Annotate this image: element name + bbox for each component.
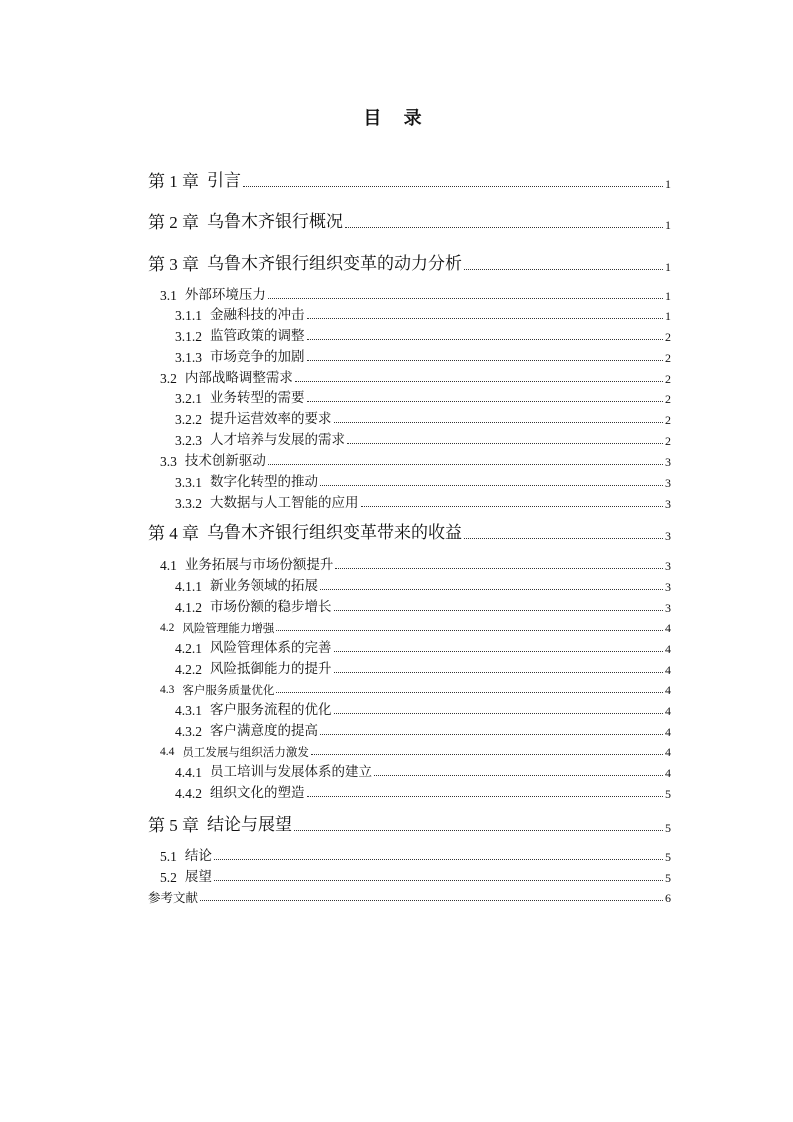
toc-entry[interactable] [175,660,671,676]
toc-entry[interactable] [160,556,671,572]
toc-entry-number: 4.3.1 [175,702,202,718]
toc-entry-page: 5 [665,850,671,864]
toc-entry[interactable] [175,494,671,510]
toc-entry-number: 3.1.2 [175,328,202,344]
toc-entry-page: 2 [665,372,671,386]
toc-entry-page: 2 [665,434,671,448]
toc-entry-page: 3 [665,455,671,469]
toc-entry-page: 3 [665,476,671,490]
toc-entry-number: 3.2.3 [175,432,202,448]
dot-leader [345,227,663,228]
toc-entry[interactable] [148,212,671,232]
toc-entry-number: 第 2 章 [148,213,199,232]
toc-entry[interactable] [175,763,671,779]
toc-entry-page: 4 [665,766,671,780]
dot-leader [295,381,663,382]
toc-entry-number: 4.4.2 [175,785,202,801]
toc-entry[interactable] [160,742,671,758]
toc-entry-number: 4.1.2 [175,599,202,615]
toc-entry-page: 4 [665,642,671,656]
dot-leader [334,422,664,423]
toc-entry-number: 3.2.2 [175,411,202,427]
toc-entry[interactable] [175,473,671,489]
toc-entry[interactable] [175,639,671,655]
dot-leader [334,713,664,714]
toc-entry[interactable] [175,389,671,405]
toc-entry[interactable] [175,577,671,593]
toc-entry-number: 第 3 章 [148,255,199,274]
dot-leader [361,506,664,507]
toc-entry-number: 3.1.3 [175,349,202,365]
toc-entry-page: 5 [665,821,671,835]
toc-entry-page: 4 [665,745,671,759]
dot-leader [464,538,663,539]
toc-entry-page: 1 [665,218,671,232]
toc-entry-title: 风险管理能力增强 [182,620,275,635]
toc-entry-number: 3.3 [160,453,177,469]
toc-entry-page: 2 [665,392,671,406]
toc-entry-page: 4 [665,683,671,697]
toc-entry-number: 3.3.1 [175,474,202,490]
dot-leader [320,485,663,486]
toc-entry-title: 风险管理体系的完善 [210,639,332,656]
dot-leader [214,880,663,881]
toc-entry[interactable] [160,286,671,302]
toc-entry-page: 1 [665,289,671,303]
toc-entry-number: 3.1.1 [175,307,202,323]
toc-entry-page: 5 [665,787,671,801]
toc-entry[interactable] [175,431,671,447]
toc-entry-title: 引言 [207,171,241,191]
toc-entry-title: 金融科技的冲击 [210,306,305,323]
toc-entry-number: 3.2.1 [175,390,202,406]
toc-entry-page: 1 [665,260,671,274]
toc-entry-title: 乌鲁木齐银行概况 [207,212,343,232]
dot-leader [320,589,663,590]
toc-entry-page: 3 [665,601,671,615]
toc-entry-number: 4.3 [160,683,175,696]
toc-entry[interactable] [175,722,671,738]
toc-entry-number: 第 5 章 [148,816,199,835]
dot-leader [347,443,663,444]
toc-entry-title: 监管政策的调整 [210,327,305,344]
dot-leader [334,672,664,673]
dot-leader [214,859,663,860]
toc-entry-page: 4 [665,704,671,718]
dot-leader [334,610,664,611]
toc-entry-number: 第 4 章 [148,524,199,543]
toc-entry-title: 参考文献 [148,889,199,905]
toc-entry-page: 4 [665,725,671,739]
toc-entry-number: 4.2.1 [175,640,202,656]
toc-entry-title: 结论 [184,847,212,864]
toc-entry[interactable] [160,847,671,863]
toc-entry-title: 结论与展望 [207,815,292,835]
toc-entry[interactable] [148,888,671,904]
toc-entry-title: 内部战略调整需求 [184,369,293,386]
toc-entry[interactable] [175,410,671,426]
toc-entry-number: 第 1 章 [148,172,199,191]
toc-entry[interactable] [148,171,671,191]
toc-entry-number: 3.3.2 [175,495,202,511]
toc-entry[interactable] [148,523,671,543]
toc-entry[interactable] [160,868,671,884]
toc-entry-title: 外部环境压力 [184,286,266,303]
toc-entry-title: 展望 [184,868,212,885]
toc-entry-number: 4.2.2 [175,661,202,677]
toc-entry-page: 4 [665,663,671,677]
toc-entry-number: 5.1 [160,848,177,864]
dot-leader [335,568,663,569]
dot-leader [307,401,664,402]
toc-entry-number: 4.4 [160,745,175,758]
toc-entry[interactable] [175,327,671,343]
toc-entry-page: 1 [665,177,671,191]
toc-entry-title: 员工培训与发展体系的建立 [210,763,372,780]
dot-leader [464,269,663,270]
toc-entry[interactable] [148,254,671,274]
toc-entry-title: 业务拓展与市场份额提升 [184,556,334,573]
toc-entry-number: 4.2 [160,621,175,634]
toc-entry-title: 业务转型的需要 [210,389,305,406]
dot-leader [294,830,663,831]
toc-entry-title: 大数据与人工智能的应用 [210,494,359,511]
toc-title: 目 录 [363,108,430,129]
toc-entry-page: 2 [665,351,671,365]
toc-entry[interactable] [160,618,671,634]
toc-entry-title: 数字化转型的推动 [210,473,318,490]
toc-entry-page: 2 [665,330,671,344]
toc-entry-page: 3 [665,529,671,543]
toc-entry-title: 客户满意度的提高 [210,722,318,739]
toc-entry[interactable] [175,348,671,364]
toc-entry[interactable] [175,306,671,322]
toc-entry-number: 4.1.1 [175,578,202,594]
toc-entry-number: 4.1 [160,557,177,573]
toc-entry[interactable] [175,784,671,800]
toc-entry[interactable] [148,815,671,835]
toc-entry-number: 4.4.1 [175,764,202,780]
toc-entry-page: 3 [665,497,671,511]
toc-entry-title: 客户服务流程的优化 [210,701,332,718]
toc-entry[interactable] [160,680,671,696]
toc-entry-number: 3.2 [160,370,177,386]
toc-entry-title: 组织文化的塑造 [210,784,305,801]
toc-entry-title: 提升运营效率的要求 [210,410,332,427]
dot-leader [307,360,664,361]
toc-entry-page: 3 [665,580,671,594]
toc-entry-title: 乌鲁木齐银行组织变革的动力分析 [207,254,462,274]
dot-leader [307,796,664,797]
toc-entry-title: 新业务领域的拓展 [210,577,318,594]
toc-entry-title: 乌鲁木齐银行组织变革带来的收益 [207,523,462,543]
toc-entry-page: 6 [665,891,671,905]
dot-leader [268,464,663,465]
dot-leader [276,692,663,693]
toc-entry-page: 4 [665,621,671,635]
toc-entry-number: 3.1 [160,287,177,303]
toc-entry-title: 市场竞争的加剧 [210,348,305,365]
dot-leader [276,630,663,631]
toc-entry-title: 市场份额的稳步增长 [210,598,332,615]
toc-entry-title: 技术创新驱动 [184,452,266,469]
toc-entry[interactable] [160,369,671,385]
toc-entry-page: 5 [665,871,671,885]
dot-leader [320,734,663,735]
dot-leader [311,754,663,755]
dot-leader [374,775,663,776]
dot-leader [243,186,663,187]
dot-leader [307,318,664,319]
toc-entry-number: 5.2 [160,869,177,885]
toc-entry-title: 风险抵御能力的提升 [210,660,332,677]
dot-leader [200,900,663,901]
toc-entry[interactable] [175,701,671,717]
dot-leader [307,339,664,340]
dot-leader [334,651,664,652]
toc-entry-title: 人才培养与发展的需求 [210,431,345,448]
dot-leader [268,298,663,299]
toc-entry-page: 2 [665,413,671,427]
toc-entry-title: 客户服务质量优化 [182,682,275,697]
toc-entry[interactable] [160,452,671,468]
toc-entry-number: 4.3.2 [175,723,202,739]
toc-entry-page: 1 [665,309,671,323]
toc-entry-page: 3 [665,559,671,573]
toc-entry[interactable] [175,598,671,614]
toc-entry-title: 员工发展与组织活力激发 [182,744,309,759]
